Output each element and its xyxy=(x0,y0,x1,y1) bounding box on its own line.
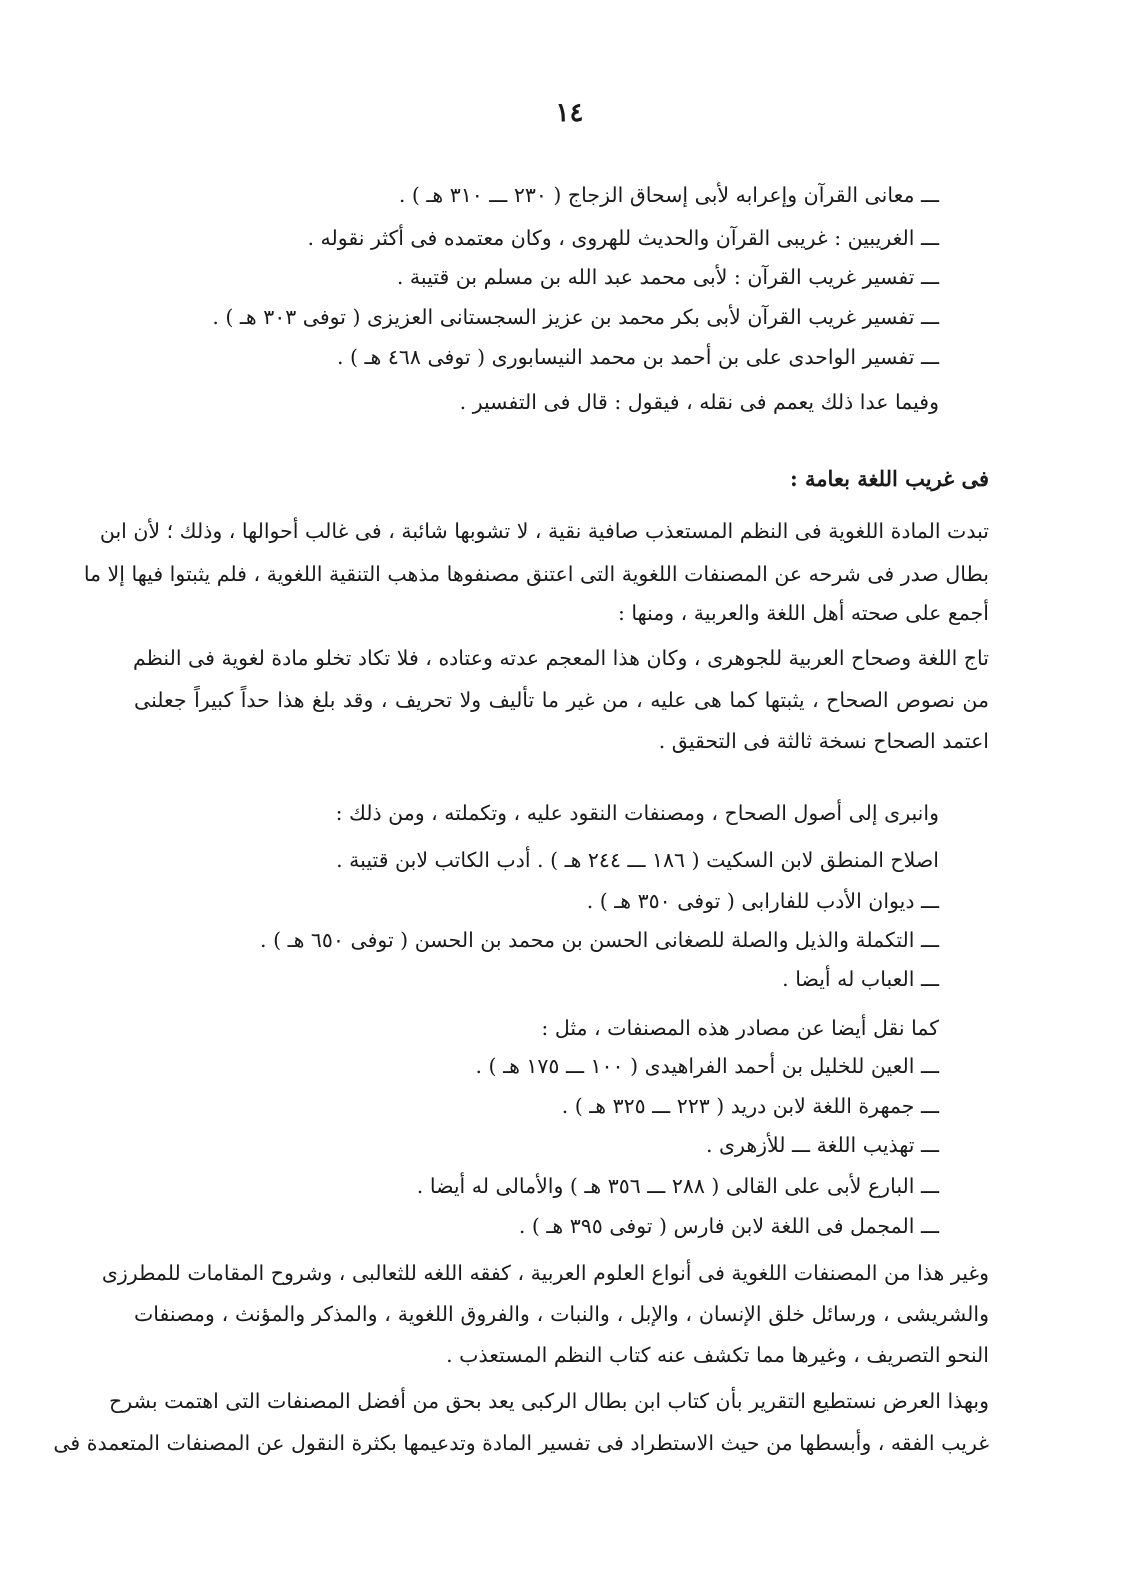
paragraph-line: النحو التصريف ، وغيرها مما تكشف عنه كتاب النظم المستعذب . xyxy=(446,1343,989,1367)
sihah-intro: وانبرى إلى أصول الصحاح ، ومصنفات النقود عليه ، وتكملته ، ومن ذلك : xyxy=(335,801,939,825)
list-item: ـــ معانى القرآن وإعرابه لأبى إسحاق الزجاج ( ٢٣٠ ـــ ٣١٠ هـ ) . xyxy=(398,183,939,207)
list-item: ـــ جمهرة اللغة لابن دريد ( ٢٢٣ ـــ ٣٢٥ هـ ) . xyxy=(561,1094,939,1118)
sources-intro: كما نقل أيضا عن مصادر هذه المصنفات ، مثل : xyxy=(541,1016,939,1040)
list-item: ـــ تهذيب اللغة ـــ للأزهرى . xyxy=(705,1133,939,1157)
list-item: ـــ تفسير الواحدى على بن أحمد بن محمد النيسابورى ( توفى ٤٦٨ هـ ) . xyxy=(336,345,939,369)
page-number: ١٤ xyxy=(555,98,584,128)
list-item: ـــ التكملة والذيل والصلة للصغانى الحسن بن محمد بن الحسن ( توفى ٦٥٠ هـ ) . xyxy=(260,928,939,952)
paragraph-line: من نصوص الصحاح ، يثبتها كما هى عليه ، من غير ما تأليف ولا تحريف ، وقد بلغ هذا حداً كبيراً جعلنى xyxy=(134,688,989,712)
tafsir-closing: وفيما عدا ذلك يعمم فى نقله ، فيقول : قال فى التفسير . xyxy=(459,390,939,414)
paragraph-line: وبهذا العرض نستطيع التقرير بأن كتاب ابن بطال الركبى يعد بحق من أفضل المصنفات التى اهتمت بشرح xyxy=(109,1389,989,1413)
paragraph-line: وغير هذا من المصنفات اللغوية فى أنواع العلوم العربية ، كفقه اللغه للثعالبى ، وشروح المقامات للمطرزى xyxy=(101,1261,989,1285)
list-item: ـــ تفسير غريب القرآن : لأبى محمد عبد الله بن مسلم بن قتيبة . xyxy=(396,265,939,289)
paragraph-line: والشريشى ، ورسائل خلق الإنسان ، والإبل ، والنبات ، والفروق اللغوية ، والمذكر والمؤنث ، ومصنفات xyxy=(134,1302,989,1326)
list-item: ـــ البارع لأبى على القالى ( ٢٨٨ ـــ ٣٥٦ هـ ) والأمالى له أيضا . xyxy=(416,1174,939,1198)
section-heading: فى غريب اللغة بعامة : xyxy=(789,466,989,491)
paragraph-line: بطال صدر فى شرحه عن المصنفات اللغوية التى اعتنق مصنفوها مذهب التنقية اللغوية ، فلم يثبتوا فيها إلا ما xyxy=(83,562,989,586)
list-item: ـــ المجمل فى اللغة لابن فارس ( توفى ٣٩٥ هـ ) . xyxy=(518,1214,939,1238)
list-item: ـــ العين للخليل بن أحمد الفراهيدى ( ١٠٠ ـــ ١٧٥ هـ ) . xyxy=(475,1054,939,1078)
paragraph-line: تبدت المادة اللغوية فى النظم المستعذب صافية نقية ، لا تشوبها شائبة ، فى غالب أحوالها ، وذلك ؛ لأن ابن xyxy=(99,519,989,543)
paragraph-line: غريب الفقه ، وأبسطها من حيث الاستطراد فى تفسير المادة وتدعيمها بكثرة النقول عن المصنفات المتعمدة فى xyxy=(53,1431,989,1455)
paragraph-line: اعتمد الصحاح نسخة ثالثة فى التحقيق . xyxy=(658,729,989,753)
list-item: ـــ ديوان الأدب للفارابى ( توفى ٣٥٠ هـ ) . xyxy=(586,889,939,913)
list-item: ـــ تفسير غريب القرآن لأبى بكر محمد بن عزيز السجستانى العزيزى ( توفى ٣٠٣ هـ ) . xyxy=(212,305,939,329)
list-item: ـــ الغريبين : غريبى القرآن والحديث للهروى ، وكان معتمده فى أكثر نقوله . xyxy=(307,226,939,250)
list-item: ـــ العباب له أيضا . xyxy=(782,967,939,991)
paragraph-line: تاج اللغة وصحاح العربية للجوهرى ، وكان هذا المعجم عدته وعتاده ، فلا تكاد تخلو مادة لغوية فى النظم xyxy=(132,646,989,670)
list-item: اصلاح المنطق لابن السكيت ( ١٨٦ ـــ ٢٤٤ هـ ) . أدب الكاتب لابن قتيبة . xyxy=(336,848,939,872)
paragraph-line: أجمع على صحته أهل اللغة والعربية ، ومنها : xyxy=(617,601,989,625)
